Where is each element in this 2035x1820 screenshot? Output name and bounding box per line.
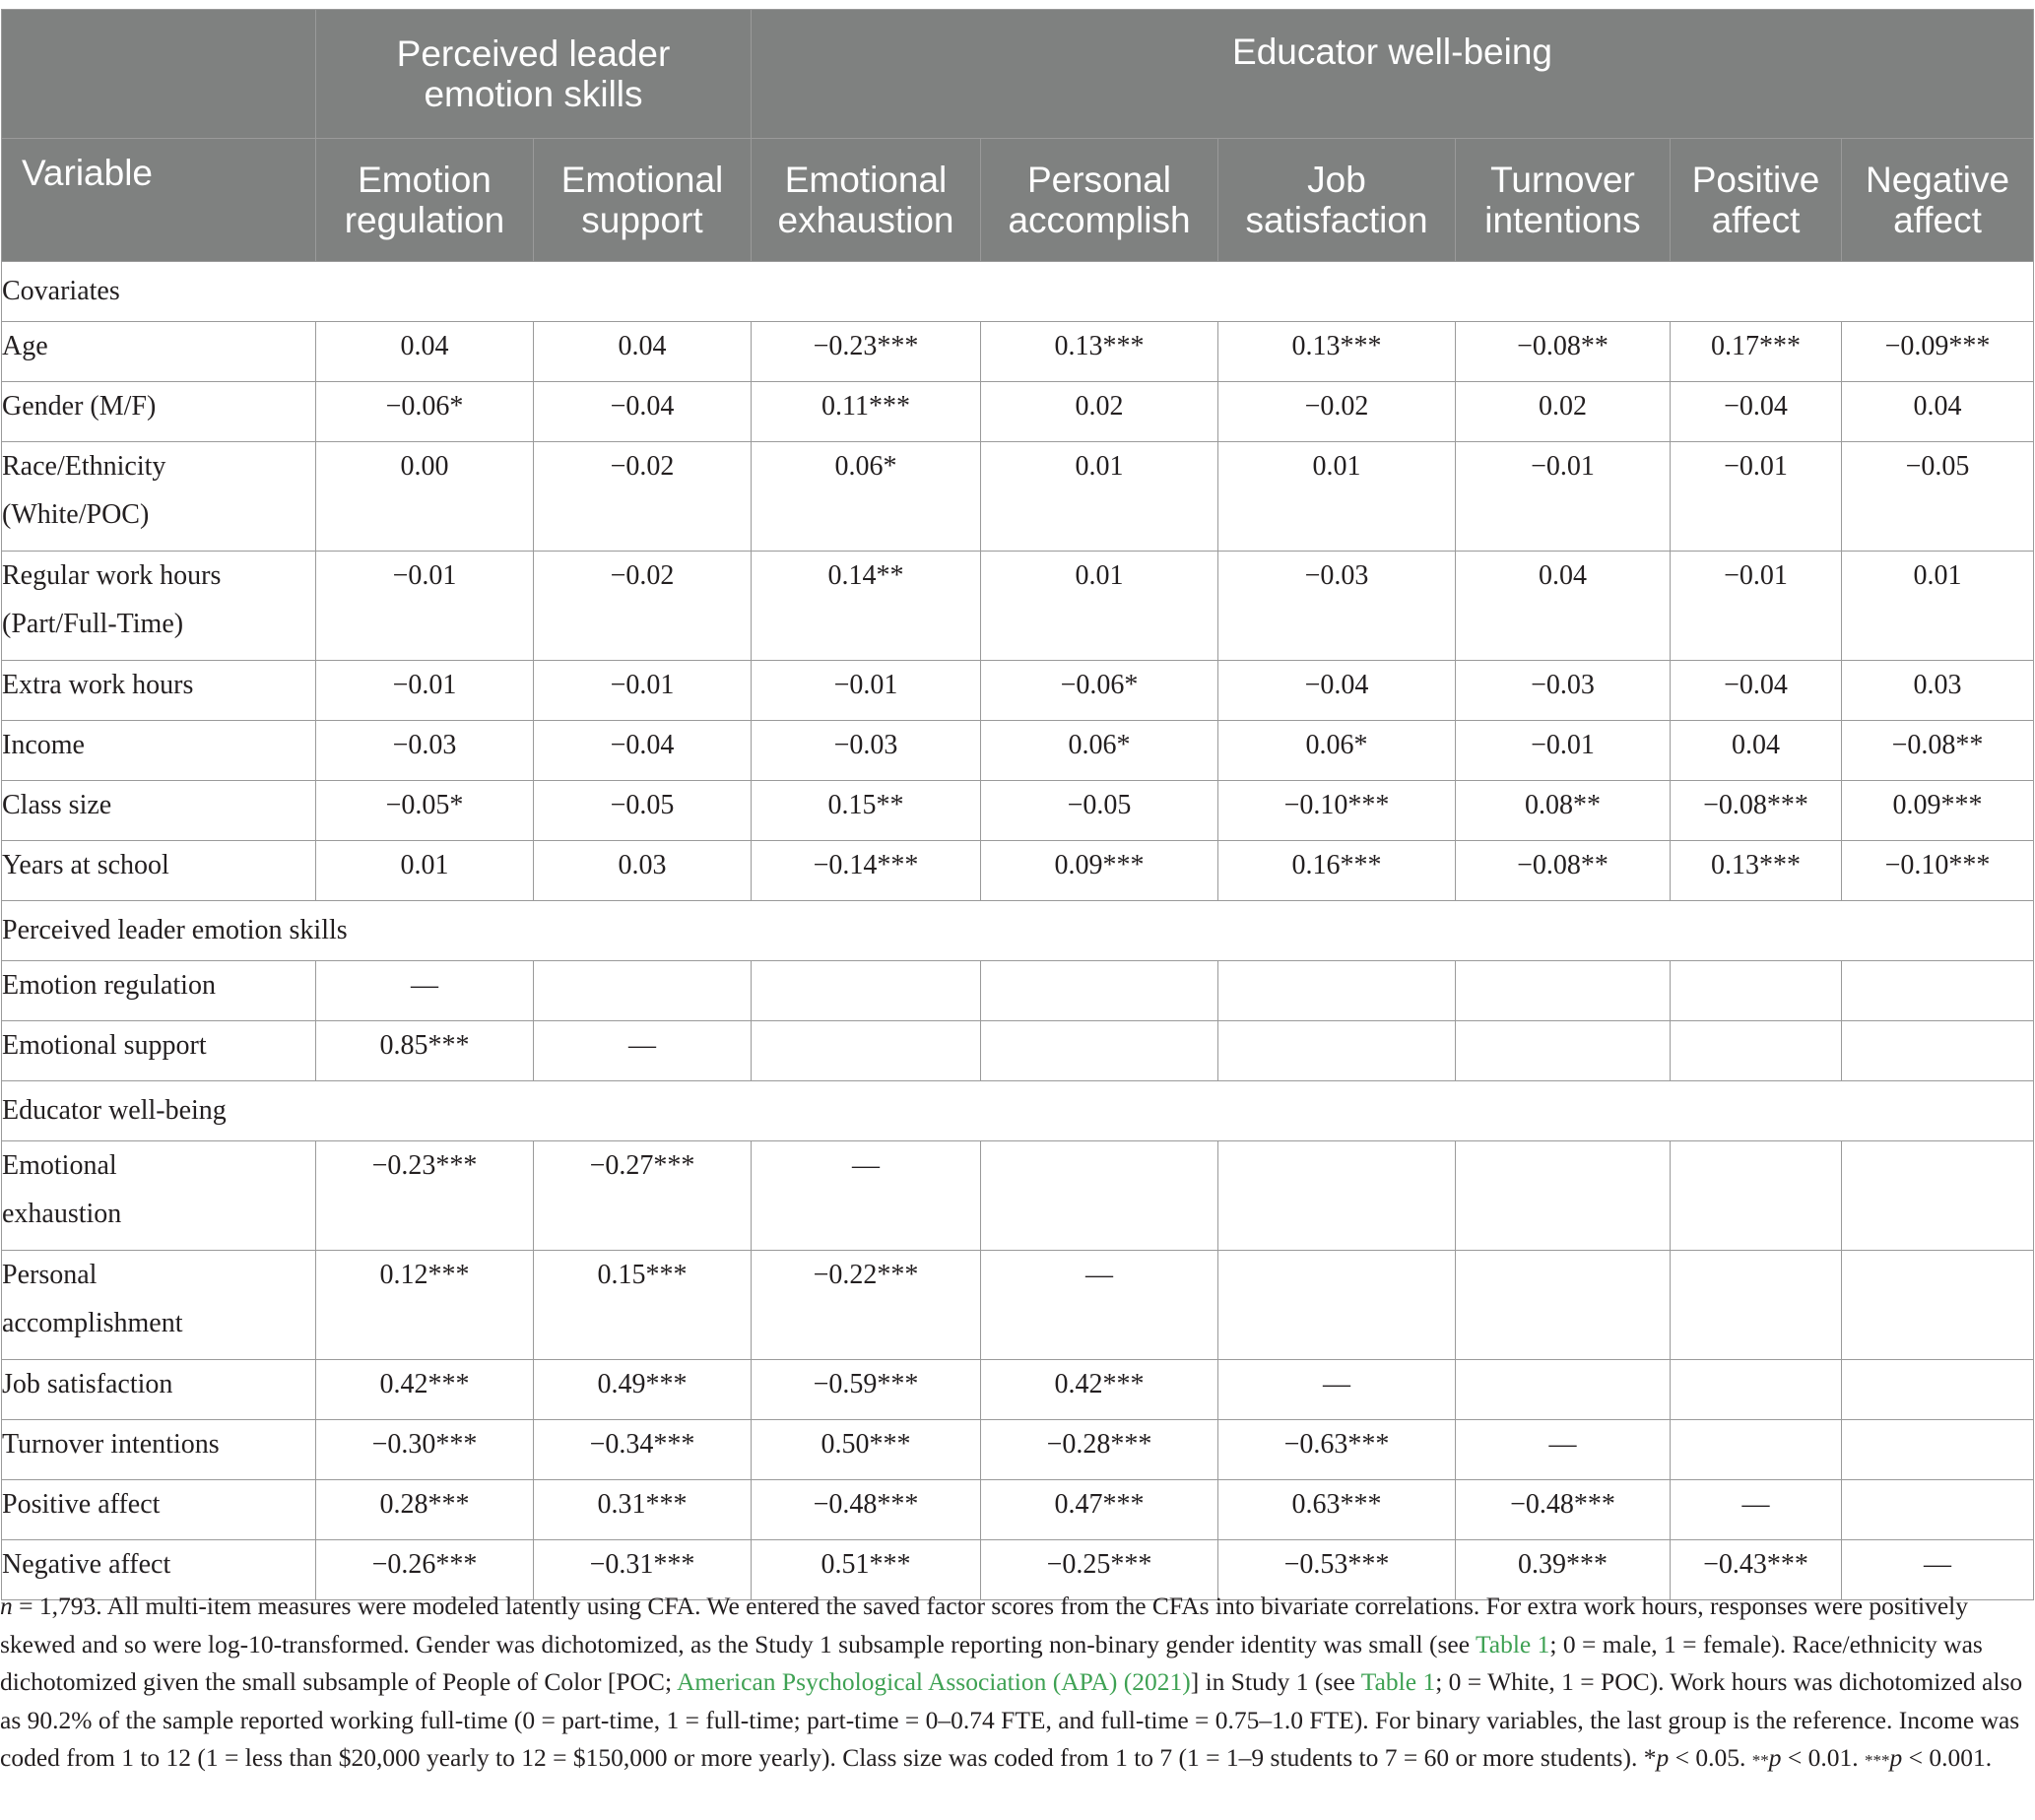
table-cell: 0.01 [316,841,534,901]
note-mid2: ] in Study 1 (see [1190,1667,1361,1696]
note-mid1: ; 0 = male, 1 = female). Race/ethnicity was dichotomized given the small subsample of People of Color [POC; [0,1629,1983,1696]
table-row [2,552,2034,661]
table-cell: 0.01 [981,552,1218,661]
table-cell [1671,1141,1842,1251]
column-header-line: Negative [1865,160,2010,200]
table-cell: 0.11*** [752,382,981,442]
table-row [2,1251,2034,1360]
table-cell [1218,1021,1456,1081]
table-cell: −0.06* [316,382,534,442]
section-title: Perceived leader emotion skills [2,901,2034,961]
table-cell: −0.02 [534,552,752,661]
table-cell: −0.14*** [752,841,981,901]
column-header-line: intentions [1484,200,1641,240]
row-label-line: Years at school [2,850,169,880]
table-cell: −0.01 [316,661,534,721]
row-label-line: Job satisfaction [2,1369,173,1399]
row-label [2,1141,316,1251]
table-cell: 0.04 [1671,721,1842,781]
table-cell: −0.23*** [752,322,981,382]
table-cell: 0.01 [981,442,1218,552]
table-cell [1456,1360,1671,1420]
table-cell [1218,1251,1456,1360]
row-label-line: Emotional [2,1150,117,1181]
row-label [2,322,316,382]
table-row [2,322,2034,382]
table-cell [1456,1251,1671,1360]
table-cell: −0.26*** [316,1540,534,1600]
table-cell: −0.28*** [981,1420,1218,1480]
row-label-line: exhaustion [2,1199,122,1229]
table-cell [981,1141,1218,1251]
table-cell: −0.53*** [1218,1540,1456,1600]
table-cell: 0.01 [1218,442,1456,552]
table-cell: −0.02 [1218,382,1456,442]
note-sig1-star: * [1643,1743,1657,1772]
row-label [2,382,316,442]
table-cell: −0.02 [534,442,752,552]
table-cell: 0.04 [1842,382,2034,442]
table-cell: −0.25*** [981,1540,1218,1600]
table-cell [1218,961,1456,1021]
table-cell: — [1218,1360,1456,1420]
table-cell: 0.28*** [316,1480,534,1540]
table-cell: — [981,1251,1218,1360]
table-cell [1842,1141,2034,1251]
table-cell [1842,1420,2034,1480]
header-variable: Variable [2,139,316,262]
table-cell: −0.08** [1456,841,1671,901]
table-cell: −0.03 [316,721,534,781]
row-label [2,1420,316,1480]
row-label-line: (Part/Full-Time) [2,609,184,639]
table-cell [1456,1141,1671,1251]
table-cell: 0.02 [981,382,1218,442]
section-header-row [2,262,2034,322]
table-cell [1671,1251,1842,1360]
row-label [2,1480,316,1540]
table-cell: 0.04 [1456,552,1671,661]
row-label [2,961,316,1021]
table-cell: −0.03 [1218,552,1456,661]
header-group-leader-skills-label: Perceived leader emotion skills [396,33,671,114]
table-cell: — [752,1141,981,1251]
table-cell [534,961,752,1021]
table-row [2,961,2034,1021]
column-header [1456,139,1671,262]
table-cell [1671,1021,1842,1081]
table-row [2,1360,2034,1420]
table-cell: 0.12*** [316,1251,534,1360]
table-cell: 0.39*** [1456,1540,1671,1600]
row-label-line: Personal [2,1260,98,1290]
table-cell: −0.59*** [752,1360,981,1420]
row-label-line: Turnover intentions [2,1429,220,1460]
table-row [2,661,2034,721]
row-label [2,721,316,781]
table-cell: −0.01 [534,661,752,721]
table-cell [752,1021,981,1081]
table-cell: −0.10*** [1842,841,2034,901]
column-header-line: affect [1893,200,1982,240]
table-row [2,781,2034,841]
table-cell: 0.03 [534,841,752,901]
table-cell [1842,1360,2034,1420]
table-cell: 0.16*** [1218,841,1456,901]
column-header-line: Turnover [1490,160,1635,200]
table-cell [1842,961,2034,1021]
column-header-line: support [581,200,703,240]
table-cell: −0.23*** [316,1141,534,1251]
row-label-line: Negative affect [2,1549,171,1580]
row-label [2,1021,316,1081]
table-cell: 0.63*** [1218,1480,1456,1540]
note-sig2-p: p [1768,1743,1782,1772]
table-cell: −0.27*** [534,1141,752,1251]
table-cell: 0.47*** [981,1480,1218,1540]
row-label [2,1251,316,1360]
table-cell: −0.04 [534,721,752,781]
table-cell: −0.03 [1456,661,1671,721]
table-cell: −0.04 [1671,661,1842,721]
column-header [1671,139,1842,262]
row-label [2,442,316,552]
row-label-line: Extra work hours [2,670,194,700]
table-cell: −0.03 [752,721,981,781]
column-header [981,139,1218,262]
row-label-line: Gender (M/F) [2,391,157,422]
column-header-line: affect [1711,200,1801,240]
table-cell [1218,1141,1456,1251]
row-label-line: Positive affect [2,1489,161,1520]
table-cell: 0.04 [534,322,752,382]
header-group-wellbeing: Educator well-being [752,10,2034,139]
column-header-line: Emotion [358,160,492,200]
column-header-line: exhaustion [777,200,954,240]
table-cell: −0.48*** [752,1480,981,1540]
table-cell: −0.01 [1456,442,1671,552]
column-header-line: Job [1307,160,1366,200]
table-cell: −0.48*** [1456,1480,1671,1540]
table-cell: 0.04 [316,322,534,382]
header-blank [2,10,316,139]
table-footnote [0,1588,2029,1781]
table-cell: — [1671,1480,1842,1540]
row-label-line: (White/POC) [2,499,150,530]
table-cell [1842,1480,2034,1540]
table-cell [981,961,1218,1021]
table-cell [1671,1420,1842,1480]
table-cell: 0.14** [752,552,981,661]
table-row [2,382,2034,442]
row-label-line: Class size [2,790,112,820]
table-cell: 0.15** [752,781,981,841]
table-cell: 0.31*** [534,1480,752,1540]
table-cell: −0.06* [981,661,1218,721]
table-cell: −0.05* [316,781,534,841]
table-cell [1671,961,1842,1021]
table-cell: −0.08** [1456,322,1671,382]
table-cell: −0.01 [316,552,534,661]
table-cell: 0.02 [1456,382,1671,442]
table-cell: — [534,1021,752,1081]
table-cell: 0.08** [1456,781,1671,841]
column-header-line: satisfaction [1245,200,1428,240]
section-header-row [2,1081,2034,1141]
correlation-table [1,9,2034,1600]
column-header-line: accomplish [1008,200,1191,240]
row-label-line: accomplishment [2,1308,183,1338]
table-cell: −0.30*** [316,1420,534,1480]
table-row [2,1021,2034,1081]
row-label [2,1360,316,1420]
column-header [1842,139,2034,262]
table-cell [981,1021,1218,1081]
table-cell: 0.13*** [1218,322,1456,382]
table-row [2,1480,2034,1540]
section-title: Educator well-being [2,1081,2034,1141]
row-label-line: Regular work hours [2,560,222,591]
note-sig3-p: p [1889,1743,1903,1772]
row-label-line: Emotional support [2,1030,207,1061]
table-cell [1842,1021,2034,1081]
table-cell: 0.15*** [534,1251,752,1360]
column-header [752,139,981,262]
row-label-line: Race/Ethnicity [2,451,166,482]
table-cell: 0.06* [981,721,1218,781]
table-cell: 0.01 [1842,552,2034,661]
table-cell: −0.10*** [1218,781,1456,841]
table-cell: −0.04 [1671,382,1842,442]
table-cell: 0.06* [752,442,981,552]
column-header-line: Personal [1026,160,1172,200]
note-rest: ; 0 = White, 1 = POC). Work hours was dichotomized also as 90.2% of the sample reported working full-time (0 = part-time, 1 = full-time; part-time = 0–0.74 FTE, and full-time = 0.75–1.0 FTE). For binary variables, the last group is the reference. Income was coded from 1 to 12 (1 = less than $20,000 yearly to 12 = $150,000 or more yearly). Class size was coded from 1 to 7 (1 = 1–9 students to 7 = 60 or more students). [0,1667,2023,1772]
row-label [2,552,316,661]
link-table-1-second[interactable]: Table 1 [1360,1667,1436,1696]
table-cell: 0.42*** [981,1360,1218,1420]
table-cell: −0.01 [1456,721,1671,781]
table-cell: −0.04 [534,382,752,442]
table-cell: −0.31*** [534,1540,752,1600]
section-header-row [2,901,2034,961]
table-cell: −0.01 [752,661,981,721]
table-cell [1456,1021,1671,1081]
table-cell: 0.17*** [1671,322,1842,382]
table-cell: −0.34*** [534,1420,752,1480]
link-table-1[interactable]: Table 1 [1475,1629,1550,1658]
table-cell: 0.09*** [1842,781,2034,841]
table-cell: 0.13*** [981,322,1218,382]
table-cell: 0.50*** [752,1420,981,1480]
note-sig1-text: < 0.05. [1669,1743,1752,1772]
table-row [2,841,2034,901]
table-cell: — [1842,1540,2034,1600]
table-cell: −0.05 [534,781,752,841]
row-label-line: Income [2,730,85,760]
column-header [316,139,534,262]
table-row [2,721,2034,781]
table-cell [752,961,981,1021]
table-cell: 0.51*** [752,1540,981,1600]
row-label [2,661,316,721]
note-sig2-star: ** [1751,1751,1769,1770]
note-sig3-text: < 0.001. [1902,1743,1993,1772]
note-sig1-p: p [1656,1743,1670,1772]
table-cell: −0.05 [1842,442,2034,552]
table-cell: −0.08*** [1671,781,1842,841]
column-header [1218,139,1456,262]
table-cell: 0.03 [1842,661,2034,721]
column-header [534,139,752,262]
row-label-line: Emotion regulation [2,970,216,1001]
row-label-line: Age [2,331,48,361]
table-cell: 0.49*** [534,1360,752,1420]
table-cell: — [1456,1420,1671,1480]
column-header-line: Emotional [784,160,948,200]
table-cell: — [316,961,534,1021]
table-cell: −0.08** [1842,721,2034,781]
note-sig2-text: < 0.01. [1781,1743,1865,1772]
table-cell: 0.85*** [316,1021,534,1081]
table-cell [1842,1251,2034,1360]
table-cell: −0.63*** [1218,1420,1456,1480]
table-cell [1456,961,1671,1021]
table-cell: −0.04 [1218,661,1456,721]
table-row [2,1420,2034,1480]
column-header-line: regulation [344,200,505,240]
table-row [2,1141,2034,1251]
header-group-leader-skills [316,10,752,139]
table-cell: 0.42*** [316,1360,534,1420]
column-header-line: Emotional [560,160,724,200]
note-n: n [0,1592,13,1620]
table-cell: −0.09*** [1842,322,2034,382]
section-title: Covariates [2,262,2034,322]
note-sig3-star: *** [1864,1751,1890,1770]
table-cell: 0.13*** [1671,841,1842,901]
row-label [2,841,316,901]
table-cell [1671,1360,1842,1420]
table-cell: 0.06* [1218,721,1456,781]
link-apa-2021[interactable]: American Psychological Association (APA) (2021) [677,1667,1191,1696]
table-cell: −0.43*** [1671,1540,1842,1600]
table-cell: 0.00 [316,442,534,552]
note-intro: = 1,793. All multi-item measures were modeled latently using CFA. We entered the saved factor scores from the CFAs into bivariate correlations. For extra work hours, responses were positively skewed and so were log-10-transformed. Gender was dichotomized, as the Study 1 subsample reporting non-binary gender identity was small (see [0,1592,1969,1658]
column-header-line: Positive [1691,160,1820,200]
row-label [2,781,316,841]
table-cell: 0.09*** [981,841,1218,901]
table-cell: −0.22*** [752,1251,981,1360]
table-row [2,442,2034,552]
table-cell: −0.05 [981,781,1218,841]
table-cell: −0.01 [1671,552,1842,661]
table-cell: −0.01 [1671,442,1842,552]
